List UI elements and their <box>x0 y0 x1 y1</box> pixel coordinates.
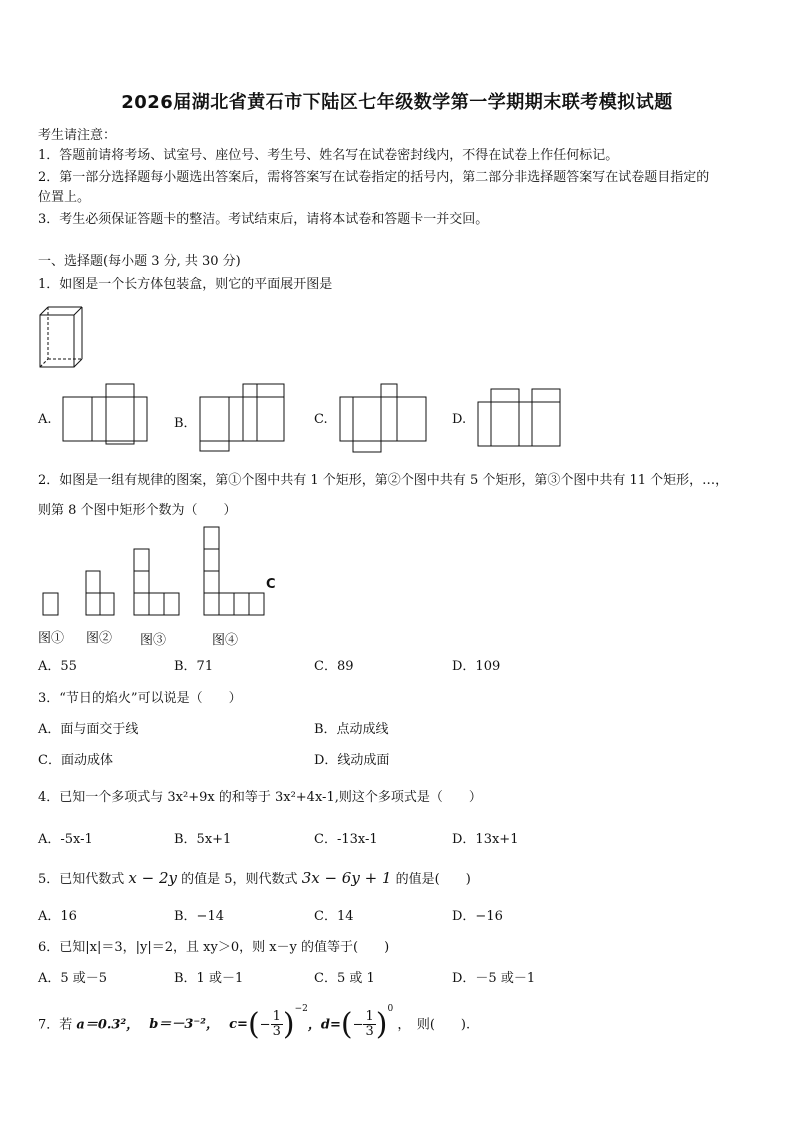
q1-option-c-label[interactable]: C. <box>314 412 328 427</box>
figure-3-label: 图③ <box>140 633 167 648</box>
question-1-stem: 1．如图是一个长方体包装盒，则它的平面展开图是 <box>38 277 333 292</box>
notice-heading: 考生请注意： <box>38 128 117 143</box>
q5-expression-2: 3x − 6y + 1 <box>301 869 392 887</box>
q1-option-a-label[interactable]: A. <box>38 412 52 427</box>
q6-option-a[interactable]: A．5 或－5 <box>38 971 108 986</box>
figure-1-label: 图① <box>38 631 65 646</box>
q3-option-c[interactable]: C．面动成体 <box>38 753 113 768</box>
q3-option-b[interactable]: B．点动成线 <box>314 722 389 737</box>
q7-d-label: ，d= <box>307 1017 341 1033</box>
q7-d-denominator: 3 <box>365 1024 374 1040</box>
q5-option-b[interactable]: B．−14 <box>174 909 224 924</box>
question-2-stem-2: 则第 8 个图中矩形个数为（ ） <box>38 503 237 518</box>
q3-option-d[interactable]: D．线动成面 <box>314 753 390 768</box>
question-6-stem: 6．已知|x|＝3，|y|＝2，且 xy＞0，则 x－y 的值等于( ) <box>38 940 390 955</box>
q7-c-open-paren: ( <box>247 1006 260 1042</box>
question-7-stem <box>38 1002 470 1044</box>
q7-c-close-paren: ) <box>282 1006 295 1042</box>
q7-b-definition: b＝－3⁻²， <box>149 1017 219 1033</box>
figure-corner-label: C <box>266 577 276 592</box>
cuboid-figure <box>38 305 88 370</box>
question-5-stem <box>38 868 471 887</box>
net-a-diagram <box>62 383 152 445</box>
net-b-diagram <box>199 383 289 455</box>
q7-c-numerator: 1 <box>272 1009 281 1025</box>
page-title: 2026届湖北省黄石市下陆区七年级数学第一学期期末联考模拟试题 <box>121 92 673 113</box>
q4-option-a[interactable]: A．-5x-1 <box>38 832 93 847</box>
q4-option-d[interactable]: D．13x+1 <box>452 832 519 847</box>
q7-d-numerator: 1 <box>365 1009 374 1025</box>
q6-option-b[interactable]: B．1 或－1 <box>174 971 244 986</box>
q3-option-a[interactable]: A．面与面交于线 <box>38 722 139 737</box>
notice-item-3: 3．考生必须保证答题卡的整洁。考试结束后，请将本试卷和答题卡一并交回。 <box>38 212 489 227</box>
figure-2-label: 图② <box>86 631 113 646</box>
q1-option-b-label[interactable]: B． <box>174 416 197 431</box>
net-c-diagram <box>339 383 431 455</box>
q2-option-c[interactable]: C．89 <box>314 659 354 674</box>
question-3-stem: 3．“节日的焰火”可以说是（ ） <box>38 691 242 706</box>
q7-c-exponent: −2 <box>294 1004 308 1014</box>
q4-option-b[interactable]: B．5x+1 <box>174 832 232 847</box>
q7-a-definition: a＝0.3²， <box>76 1017 140 1033</box>
q7-prefix: 7．若 <box>38 1017 73 1033</box>
q7-c-denominator: 3 <box>272 1024 281 1040</box>
question-2-stem-1: 2．如图是一组有规律的图案，第①个图中共有 1 个矩形，第②个图中共有 5 个矩形，第③个图中共有 11 个矩形，…， <box>38 473 729 488</box>
q7-c-label: c= <box>229 1017 248 1033</box>
question-4-stem: 4．已知一个多项式与 3x²+9x 的和等于 3x²+4x-1,则这个多项式是（ ） <box>38 790 482 805</box>
q7-d-sign: − <box>352 1017 364 1033</box>
q5-stem-b: 的值是 5，则代数式 <box>181 872 298 887</box>
q5-option-c[interactable]: C．14 <box>314 909 354 924</box>
notice-item-1: 1．答题前请将考场、试室号、座位号、考生号、姓名写在试卷密封线内，不得在试卷上作任何标记。 <box>38 148 619 163</box>
q7-d-exponent: 0 <box>387 1004 394 1014</box>
q7-c-fraction <box>271 1010 283 1039</box>
section-heading: 一、选择题(每小题 3 分, 共 30 分) <box>38 254 241 269</box>
q2-option-d[interactable]: D．109 <box>452 659 501 674</box>
q7-tail: ， 则( ). <box>397 1017 471 1033</box>
q5-option-d[interactable]: D．−16 <box>452 909 503 924</box>
q1-option-d-label[interactable]: D. <box>452 412 467 427</box>
q5-stem-a: 5．已知代数式 <box>38 872 125 887</box>
figure-4-label: 图④ <box>212 633 239 648</box>
net-d-diagram <box>477 388 567 450</box>
q2-option-a[interactable]: A．55 <box>38 659 77 674</box>
q5-option-a[interactable]: A．16 <box>38 909 77 924</box>
notice-item-2-cont: 位置上。 <box>38 190 91 205</box>
rectangle-pattern-figures <box>38 522 288 622</box>
q7-c-sign: − <box>259 1017 271 1033</box>
q4-option-c[interactable]: C．-13x-1 <box>314 832 378 847</box>
notice-item-2: 2．第一部分选择题每小题选出答案后，需将答案写在试卷指定的括号内，第二部分非选择题答案写在试卷题目指定的 <box>38 170 710 185</box>
q6-option-d[interactable]: D．－5 或－1 <box>452 971 536 986</box>
q5-stem-c: 的值是( ) <box>395 872 471 887</box>
q7-d-open-paren: ( <box>340 1006 353 1042</box>
q7-d-fraction <box>363 1010 375 1039</box>
q5-expression-1: x − 2y <box>128 869 178 887</box>
q2-option-b[interactable]: B．71 <box>174 659 214 674</box>
q6-option-c[interactable]: C．5 或 1 <box>314 971 375 986</box>
q7-d-close-paren: ) <box>375 1006 388 1042</box>
